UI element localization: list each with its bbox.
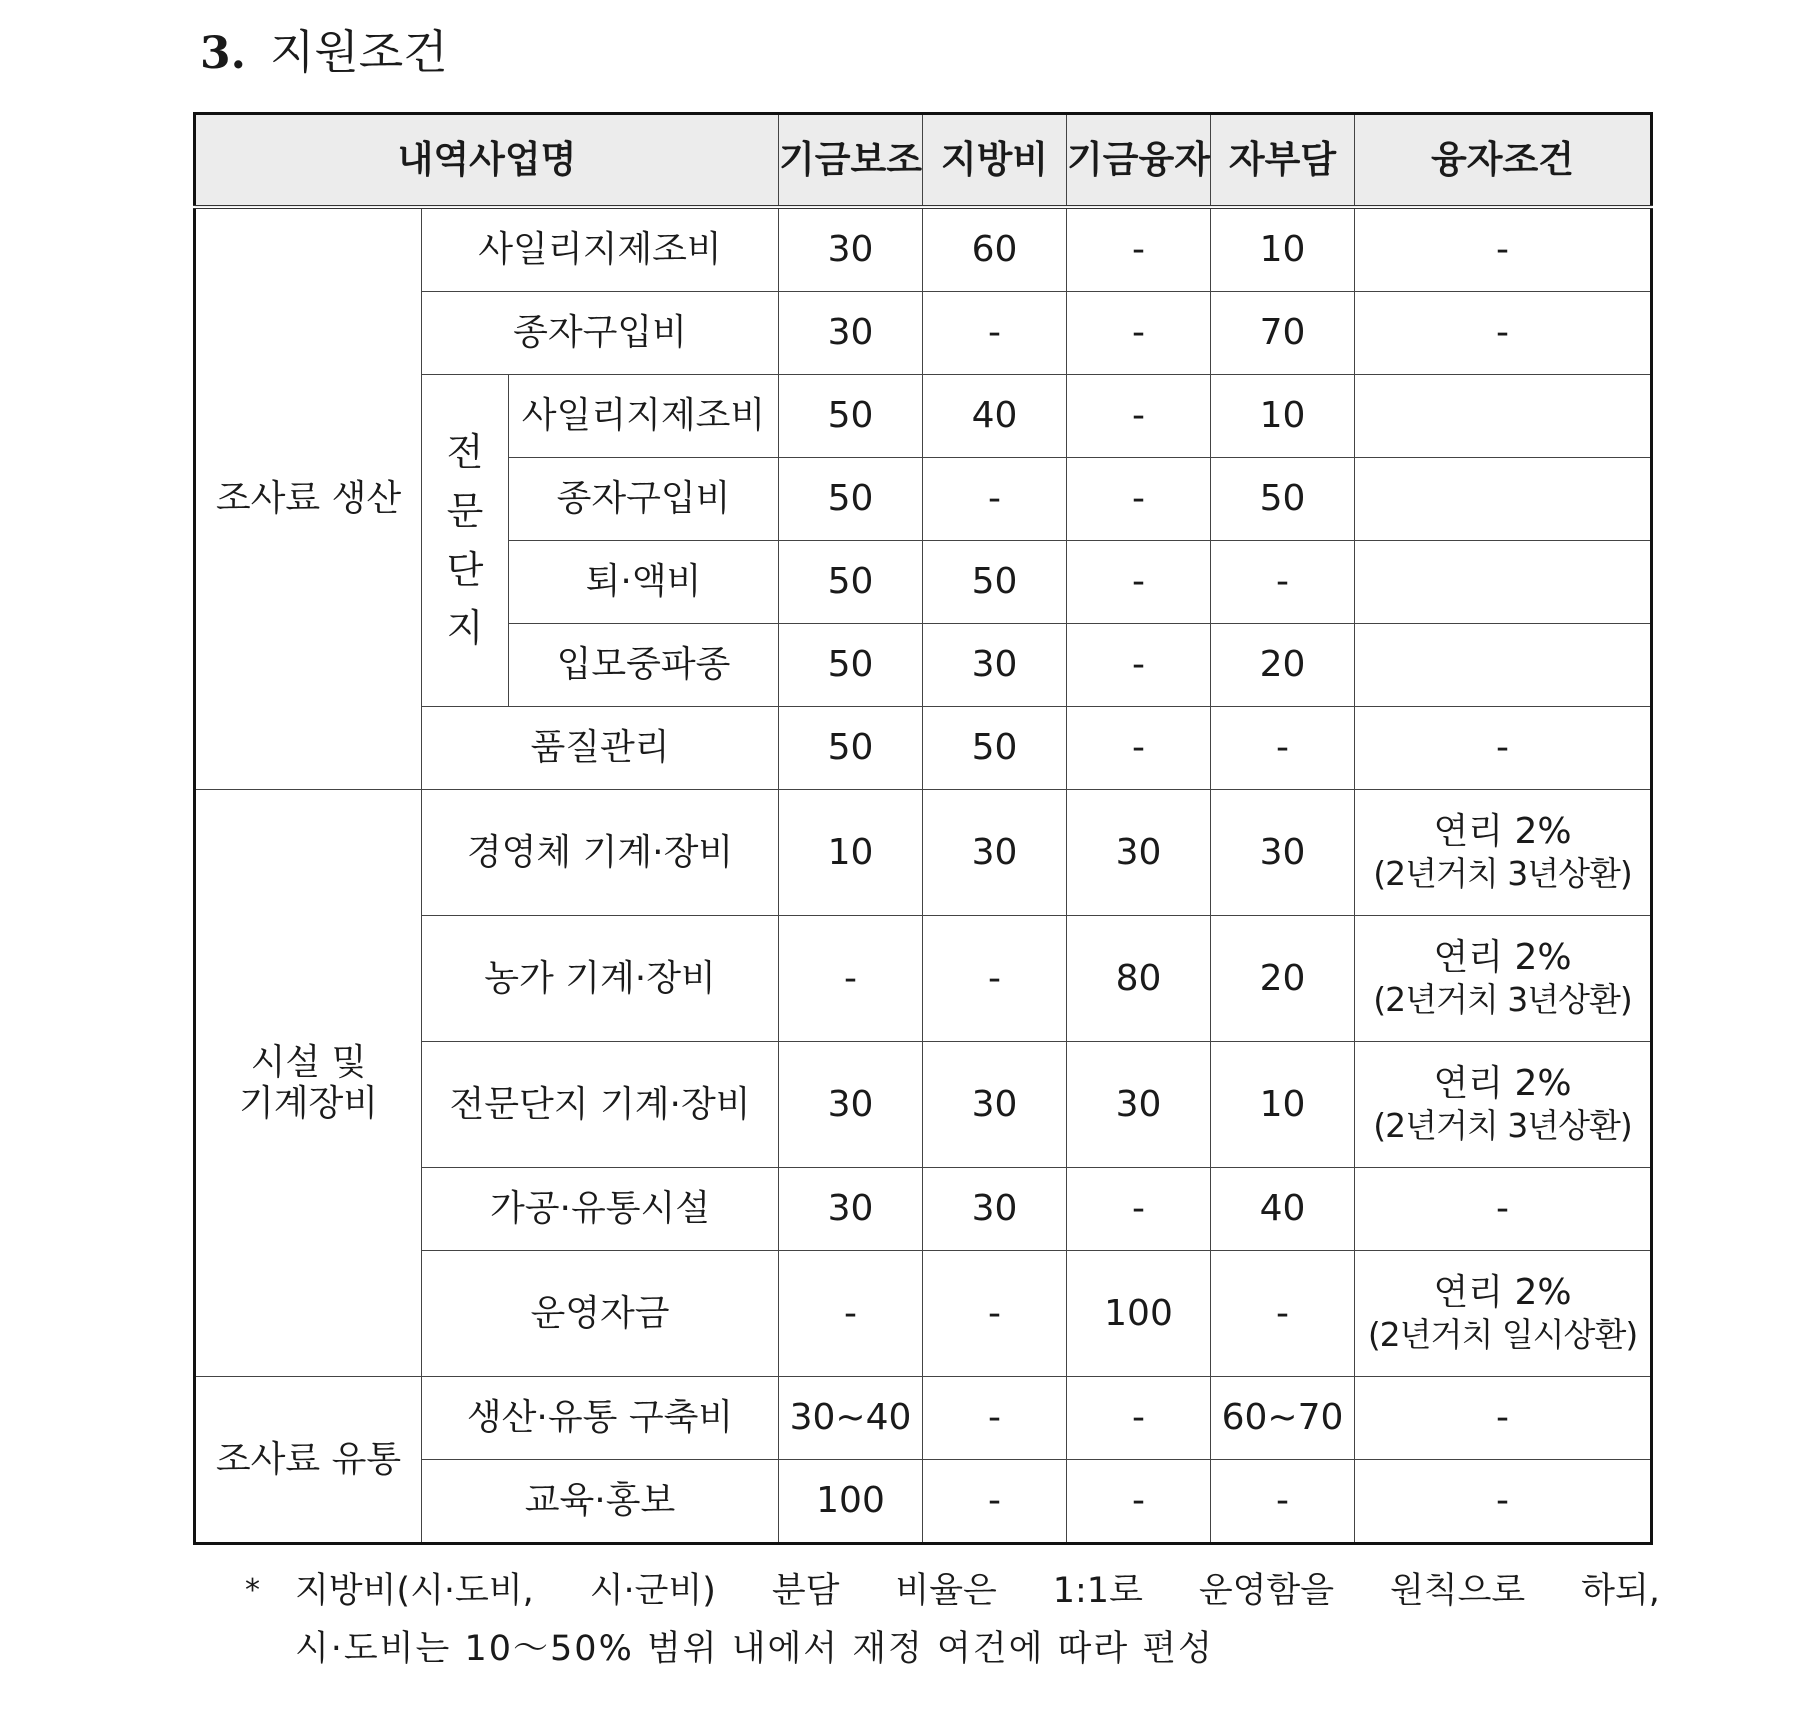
row-name: 가공·유통시설: [422, 1168, 779, 1251]
cell-self: 10: [1211, 1042, 1355, 1168]
group-facilities-line1: 시설 및: [250, 1041, 367, 1083]
cell-fund-subsidy: 30: [779, 292, 923, 375]
row-name: 경영체 기계·장비: [422, 790, 779, 916]
loan-rate: 연리 2%: [1433, 1063, 1572, 1105]
footnote-word: 원칙으로: [1389, 1571, 1526, 1611]
cell-fund-subsidy: 10: [779, 790, 923, 916]
cell-local: -: [923, 1460, 1067, 1544]
cell-loan-terms: -: [1355, 207, 1652, 292]
cell-loan-terms: [1355, 624, 1652, 707]
cell-fund-loan: -: [1067, 707, 1211, 790]
group-facilities-line2: 기계장비: [238, 1083, 379, 1124]
cell-local: -: [923, 916, 1067, 1042]
cell-local: 30: [923, 1168, 1067, 1251]
cell-fund-loan: -: [1067, 1377, 1211, 1460]
table-row: [195, 790, 1652, 916]
footnote-word: 비율은: [895, 1571, 997, 1611]
cell-loan-terms: [1355, 790, 1652, 916]
loan-schedule: (2년거치 3년상환): [1373, 979, 1632, 1019]
footnote-word: 1:1로: [1052, 1571, 1143, 1611]
cell-self: -: [1211, 707, 1355, 790]
cell-self: -: [1211, 1460, 1355, 1544]
table-row: [195, 1377, 1652, 1460]
footnote-line2: 시·도비는 10～50% 범위 내에서 재정 여건에 따라 편성: [295, 1629, 1214, 1669]
cell-loan-terms: [1355, 1251, 1652, 1377]
row-name: 전문단지 기계·장비: [422, 1042, 779, 1168]
header-project: 내역사업명: [195, 114, 779, 208]
cell-local: 50: [923, 707, 1067, 790]
support-conditions-table: [193, 112, 1653, 1545]
cell-loan-terms: -: [1355, 1460, 1652, 1544]
cell-self: -: [1211, 541, 1355, 624]
footnote-word: 시·군비): [589, 1571, 716, 1611]
cell-loan-terms: [1355, 916, 1652, 1042]
row-name: 농가 기계·장비: [422, 916, 779, 1042]
cell-loan-terms: -: [1355, 1377, 1652, 1460]
loan-rate: 연리 2%: [1433, 1272, 1572, 1314]
cell-fund-subsidy: 50: [779, 707, 923, 790]
cell-self: 50: [1211, 458, 1355, 541]
cell-loan-terms: -: [1355, 292, 1652, 375]
row-name: 종자구입비: [509, 458, 779, 541]
cell-local: 30: [923, 1042, 1067, 1168]
cell-fund-loan: 100: [1067, 1251, 1211, 1377]
row-name: 운영자금: [422, 1251, 779, 1377]
header-fund-subsidy: 기금보조: [779, 114, 923, 208]
cell-self: 20: [1211, 624, 1355, 707]
cell-fund-subsidy: -: [779, 1251, 923, 1377]
group-distribution: 조사료 유통: [195, 1377, 422, 1544]
header-fund-loan: 기금융자: [1067, 114, 1211, 208]
cell-fund-subsidy: 30~40: [779, 1377, 923, 1460]
footnote-word: 분담: [771, 1571, 840, 1611]
cell-loan-terms: [1355, 541, 1652, 624]
header-self: 자부담: [1211, 114, 1355, 208]
cell-local: 50: [923, 541, 1067, 624]
cell-fund-loan: -: [1067, 292, 1211, 375]
section-title: [200, 22, 448, 84]
row-name: 품질관리: [422, 707, 779, 790]
row-name: 입모중파종: [509, 624, 779, 707]
cell-self: 40: [1211, 1168, 1355, 1251]
cell-self: 10: [1211, 375, 1355, 458]
loan-rate: 연리 2%: [1433, 937, 1572, 979]
footnote-word: 운영함을: [1198, 1571, 1335, 1611]
loan-rate: 연리 2%: [1433, 811, 1572, 853]
loan-schedule: (2년거치 일시상환): [1367, 1314, 1638, 1354]
cell-local: -: [923, 458, 1067, 541]
cell-loan-terms: -: [1355, 707, 1652, 790]
cell-self: 20: [1211, 916, 1355, 1042]
cell-loan-terms: [1355, 375, 1652, 458]
cell-self: 30: [1211, 790, 1355, 916]
cell-fund-loan: -: [1067, 1168, 1211, 1251]
cell-fund-loan: -: [1067, 375, 1211, 458]
cell-fund-subsidy: 50: [779, 458, 923, 541]
row-name: 생산·유통 구축비: [422, 1377, 779, 1460]
cell-fund-subsidy: 30: [779, 207, 923, 292]
cell-local: 40: [923, 375, 1067, 458]
row-name: 종자구입비: [422, 292, 779, 375]
cell-fund-loan: -: [1067, 207, 1211, 292]
cell-fund-loan: -: [1067, 624, 1211, 707]
cell-loan-terms: [1355, 1042, 1652, 1168]
group-specialized-label: 전문단지: [446, 429, 484, 651]
row-name: 교육·홍보: [422, 1460, 779, 1544]
table-row: [195, 207, 1652, 292]
footnote-word: 지방비(시·도비,: [295, 1571, 534, 1611]
cell-fund-subsidy: 30: [779, 1042, 923, 1168]
cell-local: -: [923, 292, 1067, 375]
cell-fund-subsidy: -: [779, 916, 923, 1042]
row-name: 퇴·액비: [509, 541, 779, 624]
header-loan-terms: 융자조건: [1355, 114, 1652, 208]
cell-fund-subsidy: 50: [779, 375, 923, 458]
header-local: 지방비: [923, 114, 1067, 208]
cell-fund-subsidy: 100: [779, 1460, 923, 1544]
loan-schedule: (2년거치 3년상환): [1373, 853, 1632, 893]
group-facilities: [195, 790, 422, 1377]
group-production: 조사료 생산: [195, 207, 422, 790]
header-row: [195, 114, 1652, 208]
cell-fund-subsidy: 30: [779, 1168, 923, 1251]
cell-loan-terms: -: [1355, 1168, 1652, 1251]
row-name: 사일리지제조비: [509, 375, 779, 458]
cell-fund-loan: 30: [1067, 790, 1211, 916]
cell-fund-loan: 30: [1067, 1042, 1211, 1168]
cell-fund-loan: -: [1067, 541, 1211, 624]
cell-local: 30: [923, 624, 1067, 707]
section-number: 3.: [200, 28, 246, 79]
cell-local: -: [923, 1377, 1067, 1460]
footnote-marker: *: [245, 1573, 260, 1608]
footnote: [245, 1562, 1660, 1678]
cell-fund-loan: -: [1067, 1460, 1211, 1544]
cell-fund-loan: 80: [1067, 916, 1211, 1042]
cell-local: 60: [923, 207, 1067, 292]
cell-loan-terms: [1355, 458, 1652, 541]
cell-local: -: [923, 1251, 1067, 1377]
cell-self: 10: [1211, 207, 1355, 292]
loan-schedule: (2년거치 3년상환): [1373, 1105, 1632, 1145]
footnote-line1: [295, 1562, 1660, 1620]
cell-fund-subsidy: 50: [779, 541, 923, 624]
row-name: 사일리지제조비: [422, 207, 779, 292]
cell-fund-subsidy: 50: [779, 624, 923, 707]
cell-fund-loan: -: [1067, 458, 1211, 541]
cell-self: 70: [1211, 292, 1355, 375]
group-specialized: [422, 375, 509, 707]
footnote-word: 하되,: [1581, 1571, 1660, 1611]
section-heading: 지원조건: [269, 25, 448, 79]
cell-self: 60~70: [1211, 1377, 1355, 1460]
cell-self: -: [1211, 1251, 1355, 1377]
cell-local: 30: [923, 790, 1067, 916]
